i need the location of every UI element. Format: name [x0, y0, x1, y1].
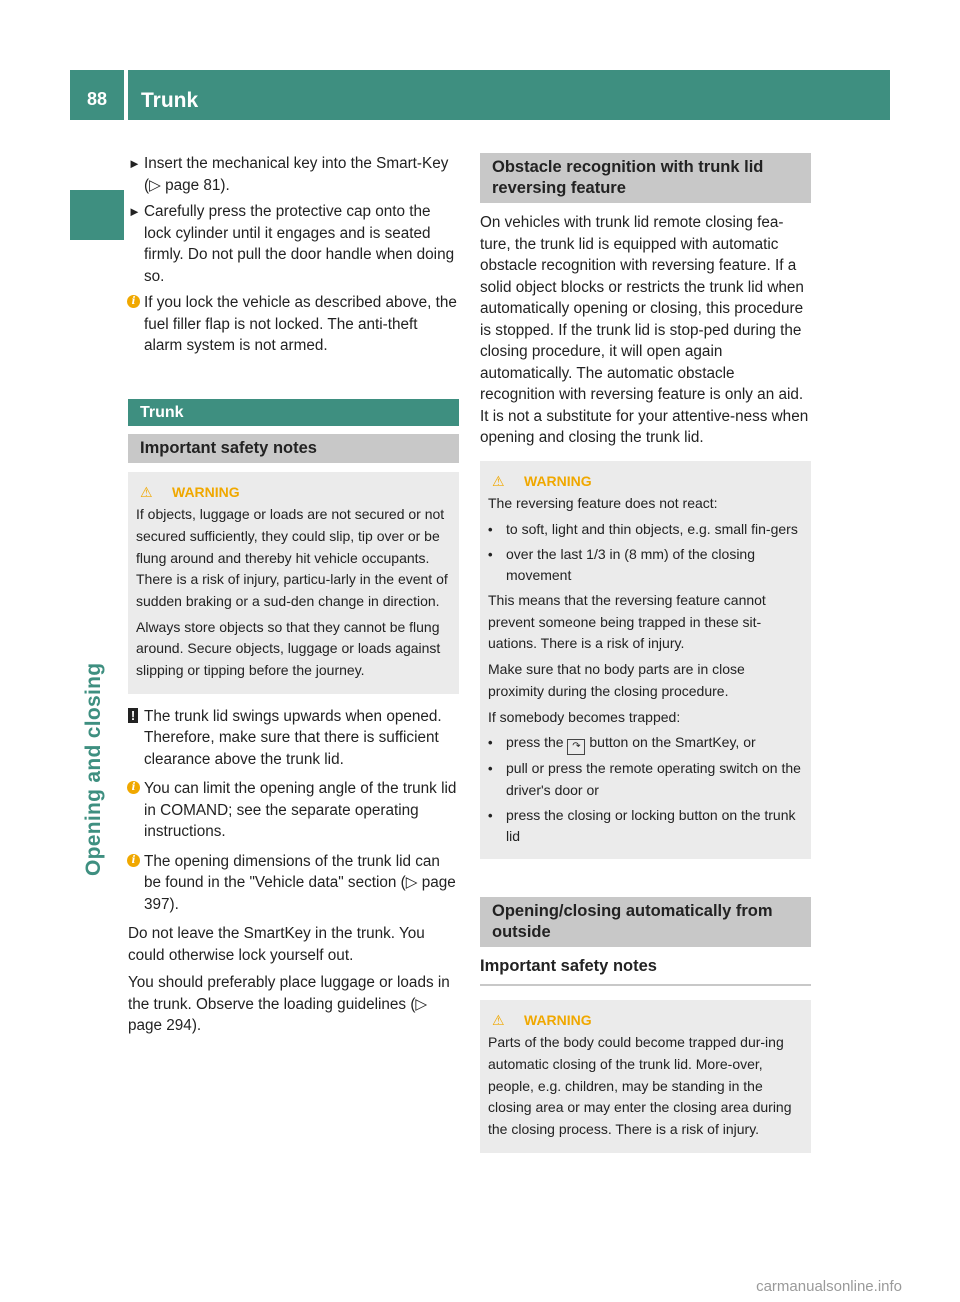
watermark: carmanualsonline.info [756, 1278, 902, 1295]
caution-note: ! The trunk lid swings upwards when opened. Therefore, make sure that there is sufficient clearance above the trunk lid. [128, 706, 459, 771]
step-arrow-icon: ► [128, 156, 141, 171]
warning-title: ⚠ WARNING [488, 471, 803, 493]
info-icon: i [127, 295, 140, 308]
page-ref-arrow-icon: ▷ [405, 874, 422, 892]
caution-icon: ! [128, 708, 138, 723]
body-text: On vehicles with trunk lid remote closing fea-ture, the trunk lid is equipped with automatic obstacle recognition with reversing feature. If a solid object blocks or restricts the trunk lid when automatically opening or closing, this procedure is stopped. If the trunk lid is stop-ped during the closing procedure, it will open again automatically. The automatic obstacle recognition with reversing feature is only an aid. It is not a substitute for your attentive-ness when opening and closing the trunk lid. [480, 214, 809, 446]
bullet-icon: • [488, 521, 493, 537]
left-column [128, 153, 459, 1043]
section-heading-trunk: Trunk [128, 399, 459, 426]
warning-text: If objects, luggage or loads are not secured or not secured sufficiently, they could slip, tip over or be flung around and thereby hit vehicle occupants. There is a risk of injury, particu-larly in the event of sudden braking or a sud-den change in direction. [136, 506, 448, 610]
info-note: i You can limit the opening angle of the trunk lid in COMAND; see the separate operating instructions. [128, 778, 459, 843]
chapter-tab [70, 190, 124, 240]
section-heading-opening: Opening/closing automatically from outside [480, 897, 811, 947]
info-icon: i [127, 781, 140, 794]
page-ref-arrow-icon: ▷ [415, 995, 428, 1013]
page-title: Trunk [128, 70, 890, 120]
list-item: • press the ↷ button on the SmartKey, or [488, 732, 803, 755]
section-heading-obstacle: Obstacle recognition with trunk lid reversing feature [480, 153, 811, 203]
bullet-icon: • [488, 546, 493, 562]
body-text: You should preferably place luggage or loads in the trunk. Observe the loading guidelines (▷ page 294). [128, 974, 450, 1035]
page-ref-arrow-icon: ▷ [149, 176, 166, 194]
warning-triangle-icon: ⚠ [492, 472, 505, 489]
subsection-heading-safety: Important safety notes [128, 434, 459, 463]
step-insert-key: ► Insert the mechanical key into the Smart-Key (▷ page 81). [128, 155, 449, 194]
right-column [480, 153, 811, 1165]
bullet-icon: • [488, 735, 493, 751]
warning-triangle-icon: ⚠ [492, 1011, 505, 1028]
body-text: Do not leave the SmartKey in the trunk. You could otherwise lock yourself out. [128, 925, 425, 964]
step-press-cap: ► Carefully press the protective cap onto the lock cylinder until it engages and is seated firmly. Do not pull the door handle when doing so. [128, 203, 455, 285]
chapter-label: Opening and closing [82, 662, 105, 876]
warning-text: Always store objects so that they cannot be flung around. Secure objects, luggage or loads against slipping or tipping before the journey. [136, 618, 441, 679]
warning-text: Parts of the body could become trapped dur-ing automatic closing of the trunk lid. More-over, people, e.g. children, may be standing in the closing area or may enter the closing area during the closing process. There is a risk of injury. [488, 1034, 792, 1138]
page-ref-link[interactable]: page 81 [165, 176, 221, 194]
subsection-heading-safety: Important safety notes [480, 956, 811, 986]
warning-text: If somebody becomes trapped: [488, 708, 681, 725]
info-note: i The opening dimensions of the trunk lid can be found in the "Vehicle data" section (▷ page 397). [128, 851, 459, 916]
warning-title: ⚠ WARNING [136, 482, 451, 504]
step-arrow-icon: ► [128, 204, 141, 219]
bullet-icon: • [488, 761, 493, 777]
page-ref-link[interactable]: page 294 [128, 1017, 192, 1035]
list-item: • press the closing or locking button on the trunk lid [488, 806, 796, 845]
list-item: • over the last 1/3 in (8 mm) of the closing movement [488, 545, 755, 584]
page-ref-link[interactable]: page 397 [144, 874, 456, 913]
warning-text: Make sure that no body parts are in close proximity during the closing procedure. [488, 661, 745, 699]
info-icon: i [127, 854, 140, 867]
warning-triangle-icon: ⚠ [140, 483, 153, 500]
warning-box [128, 472, 459, 694]
list-item: • to soft, light and thin objects, e.g. small fin-gers [488, 519, 803, 541]
warning-box [480, 1000, 811, 1153]
warning-box [480, 461, 811, 860]
info-note: i If you lock the vehicle as described above, the fuel filler flap is not locked. The anti-theft alarm system is not armed. [128, 292, 459, 357]
warning-title: ⚠ WARNING [488, 1010, 803, 1032]
page-number: 88 [70, 70, 124, 120]
bullet-icon: • [488, 807, 493, 823]
trunk-key-icon: ↷ [567, 739, 585, 755]
warning-text: The reversing feature does not react: [488, 495, 718, 512]
list-item: • pull or press the remote operating switch on the driver's door or [488, 760, 801, 798]
warning-text: This means that the reversing feature cannot prevent someone being trapped in these sit-uations. There is a risk of injury. [488, 592, 766, 652]
